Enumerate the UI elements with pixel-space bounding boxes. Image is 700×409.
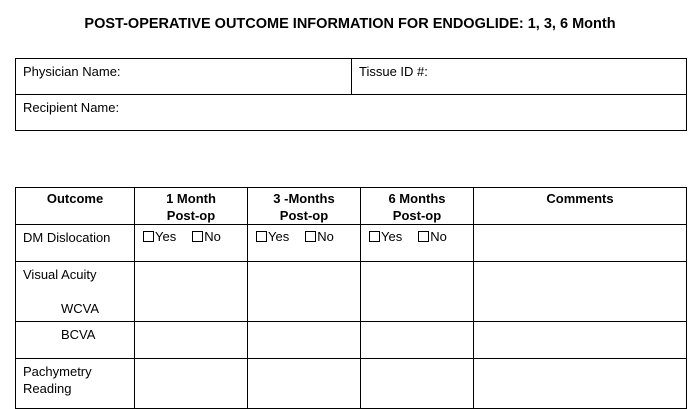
pachymetry-3-months[interactable]	[248, 359, 361, 409]
checkbox-no-6-months[interactable]	[418, 229, 447, 244]
table-row-dm-dislocation	[16, 225, 687, 262]
info-row-recipient	[16, 95, 687, 131]
comments-pachymetry[interactable]	[474, 359, 687, 409]
header-6-months	[361, 188, 474, 225]
checkbox-icon	[256, 231, 267, 242]
form-title: POST-OPERATIVE OUTCOME INFORMATION FOR ENDOGLIDE: 1, 3, 6 Month	[84, 16, 616, 32]
row-label-visual-acuity	[16, 262, 135, 322]
header-1-month	[135, 188, 248, 225]
info-row-physician	[16, 59, 687, 95]
bcva-6-months[interactable]	[361, 322, 474, 359]
comments-bcva[interactable]	[474, 322, 687, 359]
table-row-bcva	[16, 322, 687, 359]
option-yes-label: Yes	[268, 229, 290, 244]
checkbox-icon	[192, 231, 203, 242]
pachymetry-6-months[interactable]	[361, 359, 474, 409]
header-outcome	[16, 188, 135, 225]
comments-dm-dislocation[interactable]	[474, 225, 687, 262]
comments-visual-acuity[interactable]	[474, 262, 687, 322]
checkbox-yes-1-month[interactable]	[143, 229, 176, 244]
option-no-label: No	[204, 229, 221, 244]
visual-acuity-3-months[interactable]	[248, 262, 361, 322]
checkbox-yes-3-months[interactable]	[256, 229, 289, 244]
recipient-name-field[interactable]	[16, 95, 687, 131]
info-table	[15, 58, 687, 131]
outcomes-table	[15, 187, 687, 409]
option-yes-label: Yes	[381, 229, 403, 244]
tissue-id-label: Tissue ID #:	[359, 64, 428, 79]
header-3-months-line1: 3 -Months	[273, 191, 335, 206]
header-1-month-line2: Post-op	[166, 208, 216, 223]
visual-acuity-1-month[interactable]	[135, 262, 248, 322]
checkbox-icon	[305, 231, 316, 242]
bcva-1-month[interactable]	[135, 322, 248, 359]
dm-dislocation-1-month	[135, 225, 248, 262]
pachymetry-label-line2: Reading	[23, 381, 72, 396]
physician-name-label: Physician Name:	[23, 64, 121, 79]
header-comments	[474, 188, 687, 225]
checkbox-icon	[143, 231, 154, 242]
tissue-id-field[interactable]	[352, 59, 687, 95]
physician-name-field[interactable]	[16, 59, 352, 95]
visual-acuity-label: Visual Acuity	[23, 267, 97, 282]
row-label-dm-dislocation: DM Dislocation	[16, 225, 135, 262]
option-yes-label: Yes	[155, 229, 177, 244]
pachymetry-label-line1: Pachymetry	[23, 364, 92, 379]
checkbox-yes-6-months[interactable]	[369, 229, 402, 244]
pachymetry-1-month[interactable]	[135, 359, 248, 409]
header-1-month-line1: 1 Month	[166, 191, 216, 206]
row-label-bcva	[16, 322, 135, 359]
option-no-label: No	[430, 229, 447, 244]
recipient-name-label: Recipient Name:	[23, 100, 120, 115]
option-no-label: No	[317, 229, 334, 244]
bcva-label: BCVA	[61, 327, 96, 342]
header-row	[16, 188, 687, 225]
header-outcome-label: Outcome	[46, 191, 104, 206]
table-row-visual-acuity	[16, 262, 687, 322]
dm-dislocation-3-months	[248, 225, 361, 262]
table-row-pachymetry	[16, 359, 687, 409]
row-label-pachymetry	[16, 359, 135, 409]
wcva-label: WCVA	[61, 301, 100, 316]
header-3-months	[248, 188, 361, 225]
checkbox-no-3-months[interactable]	[305, 229, 334, 244]
visual-acuity-6-months[interactable]	[361, 262, 474, 322]
bcva-3-months[interactable]	[248, 322, 361, 359]
checkbox-icon	[418, 231, 429, 242]
dm-dislocation-6-months	[361, 225, 474, 262]
header-6-months-line1: 6 Months	[388, 191, 446, 206]
checkbox-no-1-month[interactable]	[192, 229, 221, 244]
checkbox-icon	[369, 231, 380, 242]
header-6-months-line2: Post-op	[392, 208, 442, 223]
header-comments-label: Comments	[546, 191, 614, 206]
header-3-months-line2: Post-op	[279, 208, 329, 223]
